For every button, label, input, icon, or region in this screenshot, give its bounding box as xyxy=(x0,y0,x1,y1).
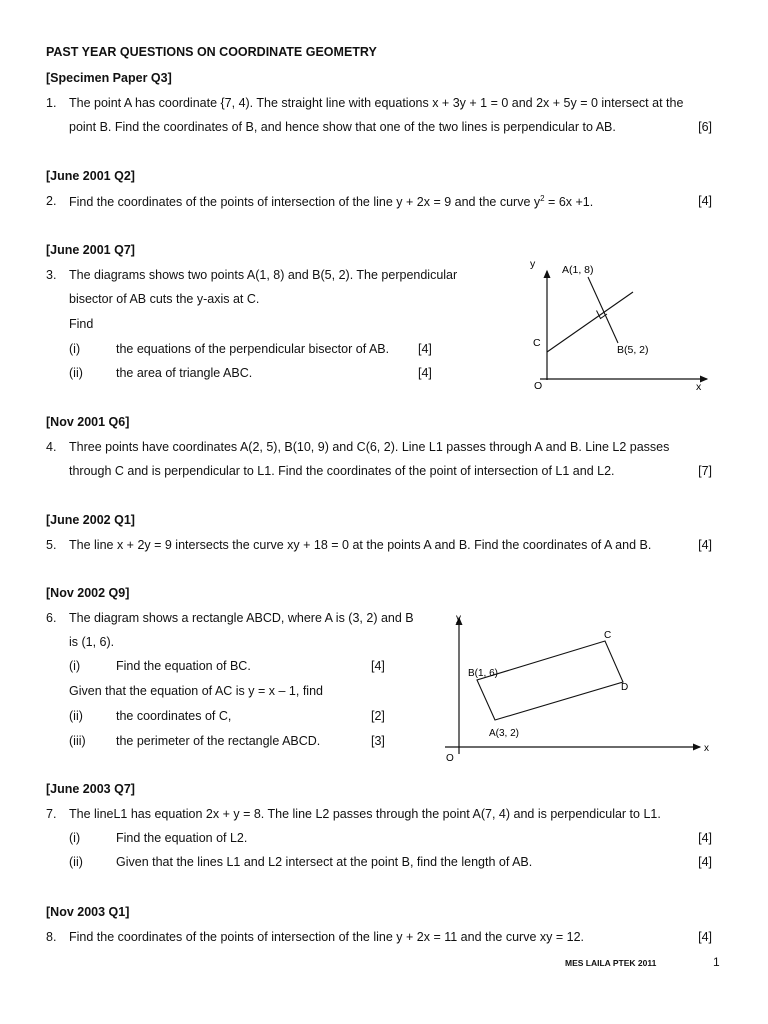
q6-text-line2: is (1, 6). xyxy=(69,635,115,649)
q7-source: [June 2003 Q7] xyxy=(46,782,135,796)
q6-part-i-label: (i) xyxy=(69,659,81,673)
q2-marks: [4] xyxy=(698,194,712,208)
q5-text-line1: The line x + 2y = 9 intersects the curve xy + 18 = 0 at the points A and B. Find the coordinates of A and B. xyxy=(69,538,652,552)
q7-number: 7. xyxy=(46,807,57,821)
q3-part-i-text: the equations of the perpendicular bisector of AB. xyxy=(116,342,390,356)
q3-text-line2: bisector of AB cuts the y-axis at C. xyxy=(69,292,260,306)
page-title: PAST YEAR QUESTIONS ON COORDINATE GEOMETRY xyxy=(46,45,377,59)
q6-label-y: y xyxy=(456,613,461,624)
q7-part-i-label: (i) xyxy=(69,831,81,845)
q2-text-a: Find the coordinates of the points of intersection of the line y + 2x = 9 and the curve y xyxy=(69,195,541,210)
q1-number: 1. xyxy=(46,96,57,110)
q1-source: [Specimen Paper Q3] xyxy=(46,71,172,85)
q3-text-line1: The diagrams shows two points A(1, 8) and B(5, 2). The perpendicular xyxy=(69,268,458,282)
q3-part-ii-marks: [4] xyxy=(418,366,432,380)
q4-text-line2: through C and is perpendicular to L1. Find the coordinates of the point of intersection of L1 and L2. xyxy=(69,464,615,478)
q6-label-o: O xyxy=(446,753,454,764)
q3-label-o: O xyxy=(534,380,543,392)
q6-label-c: C xyxy=(604,630,612,641)
q3-label-y: y xyxy=(530,258,536,270)
q2-source: [June 2001 Q2] xyxy=(46,169,135,183)
q1-text-line1: The point A has coordinate {7, 4). The straight line with equations x + 3y + 1 = 0 and 2x + 5y = 0 intersect at the xyxy=(69,96,684,110)
q3-label-x: x xyxy=(696,381,702,393)
q6-part-iii-label: (iii) xyxy=(69,734,86,748)
q3-part-i-marks: [4] xyxy=(418,342,432,356)
q8-source: [Nov 2003 Q1] xyxy=(46,905,130,919)
q6-part-iii-text: the perimeter of the rectangle ABCD. xyxy=(116,734,321,748)
q6-part-iii-marks: [3] xyxy=(371,734,385,748)
q6-part-ii-label: (ii) xyxy=(69,709,83,723)
q6-source: [Nov 2002 Q9] xyxy=(46,586,130,600)
q8-marks: [4] xyxy=(698,930,712,944)
q6-label-b: B(1, 6) xyxy=(468,668,499,679)
q4-source: [Nov 2001 Q6] xyxy=(46,415,130,429)
q6-text-line1: The diagram shows a rectangle ABCD, where A is (3, 2) and B xyxy=(69,611,414,625)
q7-text-line1: The lineL1 has equation 2x + y = 8. The line L2 passes through the point A(7, 4) and is perpendicular to L1. xyxy=(69,807,661,821)
q3-source: [June 2001 Q7] xyxy=(46,243,135,257)
q5-source: [June 2002 Q1] xyxy=(46,513,135,527)
page-number: 1 xyxy=(713,955,720,969)
q3-label-a: A(1, 8) xyxy=(562,264,594,276)
q8-text-line1: Find the coordinates of the points of intersection of the line y + 2x = 11 and the curve xy = 12. xyxy=(69,930,585,944)
q4-number: 4. xyxy=(46,440,57,454)
q4-marks: [7] xyxy=(698,464,712,478)
q3-label-b: B(5, 2) xyxy=(617,344,649,356)
q7-part-ii-text: Given that the lines L1 and L2 intersect at the point B, find the length of AB. xyxy=(116,855,533,869)
q6-diagram xyxy=(440,610,720,770)
q2-number: 2. xyxy=(46,194,57,208)
q3-diagram xyxy=(520,255,720,400)
q6-number: 6. xyxy=(46,611,57,625)
q3-perpendicular-bisector xyxy=(547,292,633,352)
q7-part-ii-marks: [4] xyxy=(698,855,712,869)
q7-part-i-marks: [4] xyxy=(698,831,712,845)
footer-author: MES LAILA PTEK 2011 xyxy=(565,958,657,968)
q3-part-ii-text: the area of triangle ABC. xyxy=(116,366,253,380)
q3-number: 3. xyxy=(46,268,57,282)
q2-superscript: 2 xyxy=(540,194,545,203)
q7-part-i-text: Find the equation of L2. xyxy=(116,831,248,845)
q1-text-line2: point B. Find the coordinates of B, and hence show that one of the two lines is perpendicular to AB. xyxy=(69,120,616,134)
q1-marks: [6] xyxy=(698,120,712,134)
q3-part-ii-label: (ii) xyxy=(69,366,83,380)
q6-given: Given that the equation of AC is y = x – 1, find xyxy=(69,684,323,698)
q3-part-i-label: (i) xyxy=(69,342,81,356)
q3-find: Find xyxy=(69,317,94,331)
q6-part-i-text: Find the equation of BC. xyxy=(116,659,251,673)
q3-label-c: C xyxy=(533,337,541,349)
q6-label-a: A(3, 2) xyxy=(489,728,520,739)
q5-number: 5. xyxy=(46,538,57,552)
q2-text-b: = 6x +1. xyxy=(544,195,594,210)
q4-text-line1: Three points have coordinates A(2, 5), B(10, 9) and C(6, 2). Line L1 passes through A and B. Line L2 passes xyxy=(69,440,670,454)
q6-rectangle-abcd xyxy=(477,641,623,720)
q3-segment-ab xyxy=(588,277,618,343)
q2-text-line1 xyxy=(69,194,593,209)
q6-part-ii-text: the coordinates of C, xyxy=(116,709,232,723)
q6-label-d: D xyxy=(621,682,629,693)
q6-part-i-marks: [4] xyxy=(371,659,385,673)
q6-label-x: x xyxy=(704,743,709,754)
q7-part-ii-label: (ii) xyxy=(69,855,83,869)
q8-number: 8. xyxy=(46,930,57,944)
q5-marks: [4] xyxy=(698,538,712,552)
q6-part-ii-marks: [2] xyxy=(371,709,385,723)
